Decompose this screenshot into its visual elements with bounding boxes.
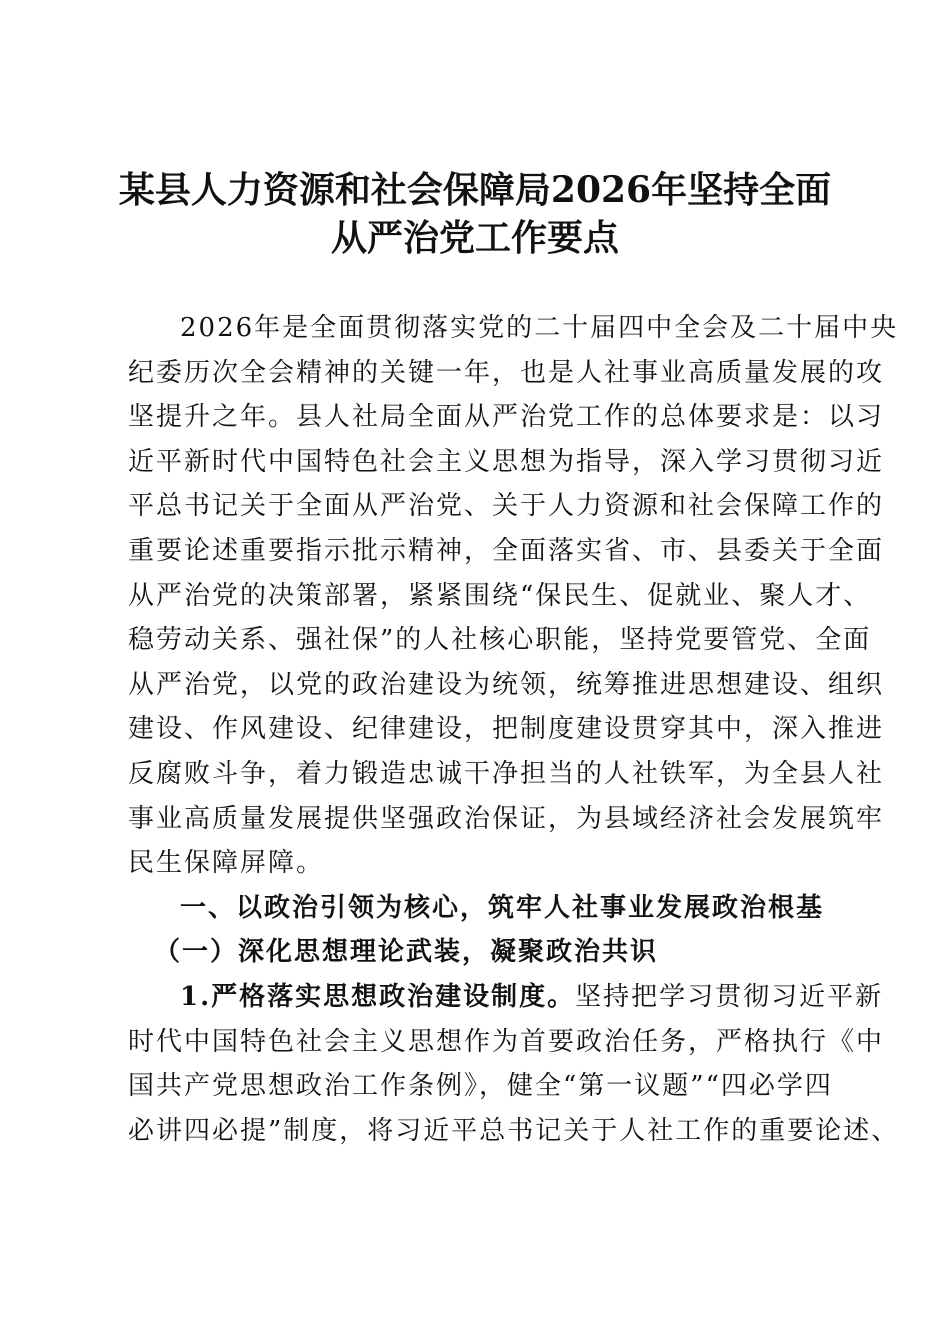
intro-line: 纪委历次全会精神的关键一年，也是人社事业高质量发展的攻 — [128, 357, 885, 388]
intro-line: 建设、作风建设、纪律建设，把制度建设贯穿其中，深入推进 — [128, 714, 885, 745]
intro-line: 从严治党的决策部署，紧紧围绕“保民生、促就业、聚人才、 — [128, 580, 872, 611]
intro-line: 事业高质量发展提供坚强政治保证，为县域经济社会发展筑牢 — [128, 803, 885, 834]
item-line: 国共产党思想政治工作条例》，健全“第一议题”“四必学四 — [128, 1071, 833, 1102]
intro-line: 重要论述重要指示批示精神，全面落实省、市、县委关于全面 — [128, 535, 885, 566]
document-title-line-2: 从严治党工作要点 — [330, 217, 619, 259]
intro-line: 从严治党，以党的政治建设为统领，统筹推进思想建设、组织 — [128, 669, 885, 700]
item-line: 时代中国特色社会主义思想作为首要政治任务，严格执行《中 — [128, 1026, 885, 1057]
item-first-line-text: 坚持把学习贯彻习近平新 — [575, 981, 884, 1012]
intro-line: 坚提升之年。县人社局全面从严治党工作的总体要求是：以习 — [128, 402, 885, 433]
item-line: 必讲四必提”制度，将习近平总书记关于人社工作的重要论述、 — [128, 1115, 900, 1146]
item-first-line — [128, 975, 884, 1020]
document-title-line-1: 某县人力资源和社会保障局2026年坚持全面 — [118, 169, 832, 211]
subsection-heading: （一）深化思想理论武装，凝聚政治共识 — [154, 937, 659, 968]
section-heading: 一、以政治引领为核心，筑牢人社事业发展政治根基 — [180, 892, 825, 923]
item-label: 1.严格落实思想政治建设制度。 — [180, 981, 576, 1012]
intro-line: 稳劳动关系、强社保”的人社核心职能，坚持党要管党、全面 — [128, 625, 872, 656]
intro-line: 2026年是全面贯彻落实党的二十届四中全会及二十届中央 — [180, 313, 899, 343]
intro-line: 平总书记关于全面从严治党、关于人力资源和社会保障工作的 — [128, 491, 885, 522]
intro-line: 近平新时代中国特色社会主义思想为指导，深入学习贯彻习近 — [128, 446, 885, 477]
intro-line: 反腐败斗争，着力锻造忠诚干净担当的人社铁军，为全县人社 — [128, 758, 885, 789]
intro-line: 民生保障屏障。 — [128, 848, 325, 879]
document-body — [128, 306, 900, 1153]
